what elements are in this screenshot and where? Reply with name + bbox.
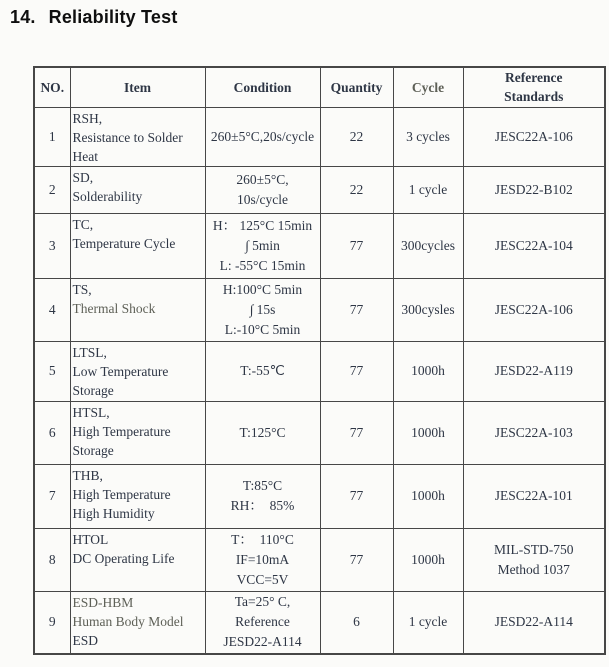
cell-condition bbox=[205, 166, 320, 213]
cell-line: 5 bbox=[48, 363, 56, 378]
cell-line: Storage bbox=[72, 442, 114, 458]
cell-reference bbox=[463, 213, 605, 278]
cell-line: 22 bbox=[349, 181, 364, 197]
cell-item bbox=[70, 591, 205, 654]
cell-line: TS, bbox=[72, 281, 92, 297]
cell-line: Resistance to Solder bbox=[72, 129, 183, 145]
cell-no bbox=[34, 341, 70, 401]
cell-line: Solderability bbox=[72, 188, 143, 204]
cell-line: 1000h bbox=[411, 424, 445, 440]
cell-line: 6 bbox=[353, 614, 360, 630]
cell-reference bbox=[463, 341, 605, 401]
cell-line: JESD22-B102 bbox=[494, 181, 573, 197]
cell-line: SD, bbox=[72, 169, 94, 185]
cell-line: 2 bbox=[48, 181, 56, 197]
cell-condition bbox=[205, 278, 320, 341]
cell-line: 260±5°C, bbox=[236, 171, 289, 187]
cell-line: Ta=25° C, bbox=[234, 594, 291, 610]
cell-reference bbox=[463, 278, 605, 341]
cell-no bbox=[34, 213, 70, 278]
table-row bbox=[34, 591, 605, 654]
cell-line: 77 bbox=[349, 424, 364, 440]
cell-line: JESC22A-106 bbox=[494, 301, 573, 317]
cell-line: 1 cycle bbox=[408, 614, 448, 630]
cell-reference bbox=[463, 528, 605, 591]
cell-condition bbox=[205, 107, 320, 166]
cell-quantity bbox=[320, 528, 393, 591]
cell-line: 22 bbox=[349, 128, 364, 144]
cell-line: Quantity bbox=[330, 79, 383, 95]
cell-line: 9 bbox=[48, 614, 56, 630]
cell-line: IF=10mA bbox=[235, 551, 290, 567]
cell-line: 77 bbox=[349, 488, 364, 503]
cell-quantity bbox=[320, 213, 393, 278]
cell-line: THB, bbox=[72, 467, 103, 483]
cell-cycle bbox=[393, 401, 463, 464]
cell-line: Reference bbox=[505, 70, 563, 86]
cell-line: 1000h bbox=[411, 551, 445, 567]
cell-line: ESD bbox=[72, 632, 99, 648]
cell-line: MIL-STD-750 bbox=[494, 541, 574, 557]
reliability-table-container bbox=[33, 66, 606, 655]
table-row bbox=[34, 401, 605, 464]
cell-line: 1000h bbox=[411, 363, 445, 378]
cell-item bbox=[70, 213, 205, 278]
cell-line: High Temperature bbox=[72, 423, 171, 439]
cell-cycle bbox=[393, 528, 463, 591]
cell-line: Storage bbox=[72, 382, 114, 398]
column-header-quantity bbox=[320, 67, 393, 107]
cell-line: NO. bbox=[40, 79, 65, 95]
cell-line: Thermal Shock bbox=[72, 300, 156, 316]
cell-quantity bbox=[320, 278, 393, 341]
cell-line: Cycle bbox=[411, 79, 445, 95]
section-number: 14. bbox=[10, 7, 36, 27]
cell-condition bbox=[205, 464, 320, 528]
cell-cycle bbox=[393, 341, 463, 401]
cell-item bbox=[70, 341, 205, 401]
cell-reference bbox=[463, 591, 605, 654]
cell-line: VCC=5V bbox=[236, 571, 289, 587]
cell-line: DC Operating Life bbox=[72, 550, 175, 566]
cell-line: 300cycles bbox=[401, 237, 455, 253]
table-row bbox=[34, 166, 605, 213]
column-header-no bbox=[34, 67, 70, 107]
cell-line: 6 bbox=[48, 424, 56, 440]
cell-item bbox=[70, 528, 205, 591]
table-row bbox=[34, 278, 605, 341]
column-header-reference bbox=[463, 67, 605, 107]
column-header-item bbox=[70, 67, 205, 107]
cell-line: T： 110°C bbox=[231, 531, 294, 547]
cell-line: JESD22-A114 bbox=[494, 614, 573, 630]
cell-quantity bbox=[320, 166, 393, 213]
cell-reference bbox=[463, 401, 605, 464]
cell-line: T:-55℃ bbox=[240, 363, 285, 378]
section-title: Reliability Test bbox=[48, 7, 178, 27]
cell-line: 77 bbox=[349, 301, 364, 317]
reliability-table bbox=[33, 66, 606, 655]
table-row bbox=[34, 464, 605, 528]
cell-line: HTSL, bbox=[72, 404, 110, 420]
cell-condition bbox=[205, 401, 320, 464]
cell-line: Heat bbox=[72, 148, 98, 164]
cell-line: ESD-HBM bbox=[72, 594, 134, 610]
cell-line: TC, bbox=[72, 216, 94, 232]
cell-no bbox=[34, 528, 70, 591]
cell-no bbox=[34, 464, 70, 528]
section-heading bbox=[10, 7, 178, 28]
cell-line: 77 bbox=[349, 551, 364, 567]
cell-line: L: -55°C 15min bbox=[219, 257, 306, 273]
cell-item bbox=[70, 166, 205, 213]
cell-line: JESC22A-106 bbox=[494, 128, 573, 144]
cell-item bbox=[70, 464, 205, 528]
cell-line: T:125°C bbox=[239, 424, 286, 440]
column-header-condition bbox=[205, 67, 320, 107]
cell-no bbox=[34, 107, 70, 166]
cell-line: 8 bbox=[48, 551, 56, 567]
cell-line: Standards bbox=[504, 89, 564, 105]
cell-line: Method 1037 bbox=[497, 561, 570, 577]
cell-line: HTOL bbox=[72, 531, 109, 547]
cell-line: Item bbox=[124, 79, 151, 95]
cell-line: JESC22A-103 bbox=[494, 424, 573, 440]
table-row bbox=[34, 107, 605, 166]
cell-quantity bbox=[320, 464, 393, 528]
cell-line: JESC22A-101 bbox=[494, 488, 573, 503]
cell-no bbox=[34, 401, 70, 464]
cell-no bbox=[34, 591, 70, 654]
cell-line: RSH, bbox=[72, 110, 103, 126]
cell-line: High Temperature bbox=[72, 486, 171, 502]
cell-line: 1 bbox=[48, 128, 56, 144]
cell-line: 10s/cycle bbox=[237, 191, 288, 207]
cell-item bbox=[70, 278, 205, 341]
cell-condition bbox=[205, 528, 320, 591]
cell-line: ∫ 15s bbox=[249, 301, 276, 317]
cell-cycle bbox=[393, 464, 463, 528]
cell-line: LTSL, bbox=[72, 344, 107, 360]
cell-quantity bbox=[320, 591, 393, 654]
cell-line: T:85°C bbox=[242, 478, 283, 493]
cell-reference bbox=[463, 464, 605, 528]
cell-cycle bbox=[393, 213, 463, 278]
cell-line: JESC22A-104 bbox=[494, 237, 573, 253]
cell-condition bbox=[205, 341, 320, 401]
cell-line: JESD22-A119 bbox=[494, 363, 573, 378]
cell-reference bbox=[463, 166, 605, 213]
cell-cycle bbox=[393, 278, 463, 341]
cell-cycle bbox=[393, 591, 463, 654]
cell-line: 1000h bbox=[411, 488, 445, 503]
cell-line: H： 125°C 15min bbox=[212, 217, 313, 233]
cell-line: High Humidity bbox=[72, 505, 155, 521]
table-row bbox=[34, 341, 605, 401]
cell-line: 77 bbox=[349, 363, 364, 378]
cell-line: Low Temperature bbox=[72, 363, 169, 379]
cell-line: 260±5°C,20s/cycle bbox=[210, 128, 315, 144]
cell-reference bbox=[463, 107, 605, 166]
cell-line: ∫ 5min bbox=[245, 237, 280, 253]
cell-line: Human Body Model bbox=[72, 613, 184, 629]
cell-line: 77 bbox=[349, 237, 364, 253]
cell-line: JESD22-A114 bbox=[223, 634, 302, 650]
cell-line: 3 cycles bbox=[406, 128, 450, 144]
cell-line: 7 bbox=[48, 488, 56, 503]
table-row bbox=[34, 213, 605, 278]
cell-line: 300cysles bbox=[401, 301, 455, 317]
cell-quantity bbox=[320, 401, 393, 464]
cell-condition bbox=[205, 213, 320, 278]
cell-no bbox=[34, 278, 70, 341]
cell-line: L:-10°C 5min bbox=[224, 321, 301, 337]
cell-no bbox=[34, 166, 70, 213]
cell-line: H:100°C 5min bbox=[222, 281, 303, 297]
cell-quantity bbox=[320, 107, 393, 166]
column-header-cycle bbox=[393, 67, 463, 107]
cell-line: 3 bbox=[48, 237, 56, 253]
cell-item bbox=[70, 107, 205, 166]
cell-item bbox=[70, 401, 205, 464]
header-row bbox=[34, 67, 605, 107]
cell-quantity bbox=[320, 341, 393, 401]
cell-line: Condition bbox=[233, 79, 292, 95]
cell-line: 4 bbox=[48, 301, 56, 317]
cell-condition bbox=[205, 591, 320, 654]
cell-line: Temperature Cycle bbox=[72, 235, 176, 251]
table-row bbox=[34, 528, 605, 591]
cell-cycle bbox=[393, 166, 463, 213]
cell-line: RH： 85% bbox=[230, 498, 295, 513]
cell-line: Reference bbox=[235, 614, 290, 630]
cell-line: 1 cycle bbox=[408, 181, 448, 197]
cell-cycle bbox=[393, 107, 463, 166]
